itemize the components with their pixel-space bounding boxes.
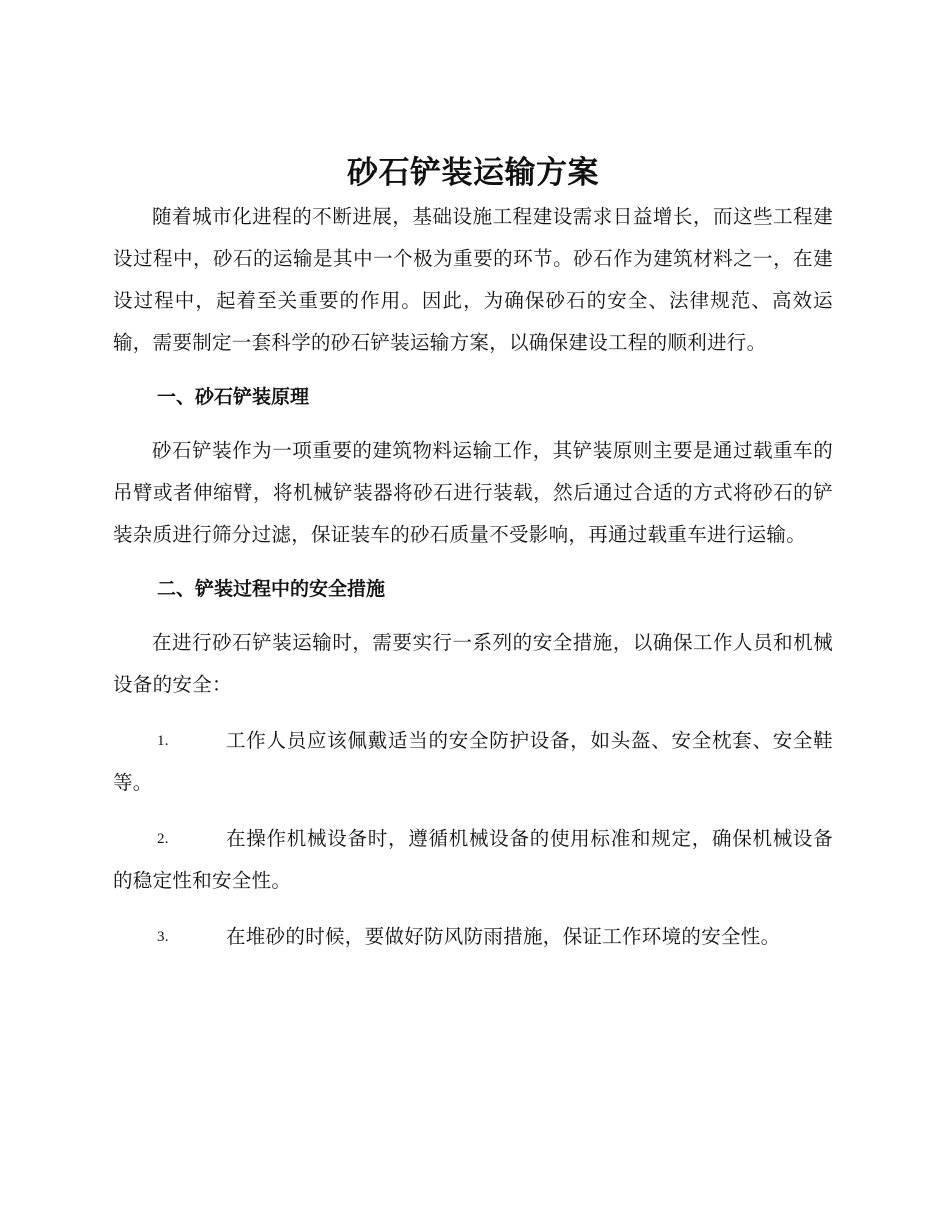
list-item-text: 在操作机械设备时，遵循机械设备的使用标准和规定，确保机械设备的稳定性和安全性。 [113, 827, 833, 892]
list-item [113, 818, 833, 902]
list-item [113, 720, 833, 804]
list-item-number: 1. [157, 733, 169, 749]
list-item-text: 在堆砂的时候，要做好防风防雨措施，保证工作环境的安全性。 [226, 925, 781, 948]
section-paragraph-2: 在进行砂石铲装运输时，需要实行一系列的安全措施，以确保工作人员和机械设备的安全： [113, 631, 833, 696]
spacer [113, 804, 833, 818]
document-title: 砂石铲装运输方案 [347, 155, 599, 191]
spacer [113, 902, 833, 916]
section-paragraph-1: 砂石铲装作为一项重要的建筑物料运输工作，其铲装原则主要是通过载重车的吊臂或者伸缩臂，将机械铲装器将砂石进行装载，然后通过合适的方式将砂石的铲装杂质进行筛分过滤，保证装车的砂石质量不受影响，再通过载重车进行运输。 [113, 439, 833, 546]
spacer [113, 610, 833, 622]
list-item [113, 916, 833, 958]
spacer [113, 364, 833, 376]
intro-paragraph: 随着城市化进程的不断进展，基础设施工程建设需求日益增长，而这些工程建设过程中，砂石的运输是其中一个极为重要的环节。砂石作为建筑材料之一，在建设过程中，起着至关重要的作用。因此，为确保砂石的安全、法律规范、高效运输，需要制定一套科学的砂石铲装运输方案，以确保建设工程的顺利进行。 [113, 205, 833, 354]
list-item-number: 2. [157, 831, 169, 847]
spacer [113, 706, 833, 720]
document-page [113, 150, 833, 958]
section-heading-2: 二、铲装过程中的安全措施 [157, 578, 386, 600]
section-heading-1: 一、砂石铲装原理 [157, 386, 310, 408]
list-item-text: 工作人员应该佩戴适当的安全防护设备，如头盔、安全枕套、安全鞋等。 [113, 729, 833, 794]
spacer [113, 556, 833, 568]
list-item-number: 3. [157, 929, 169, 945]
spacer [113, 418, 833, 430]
